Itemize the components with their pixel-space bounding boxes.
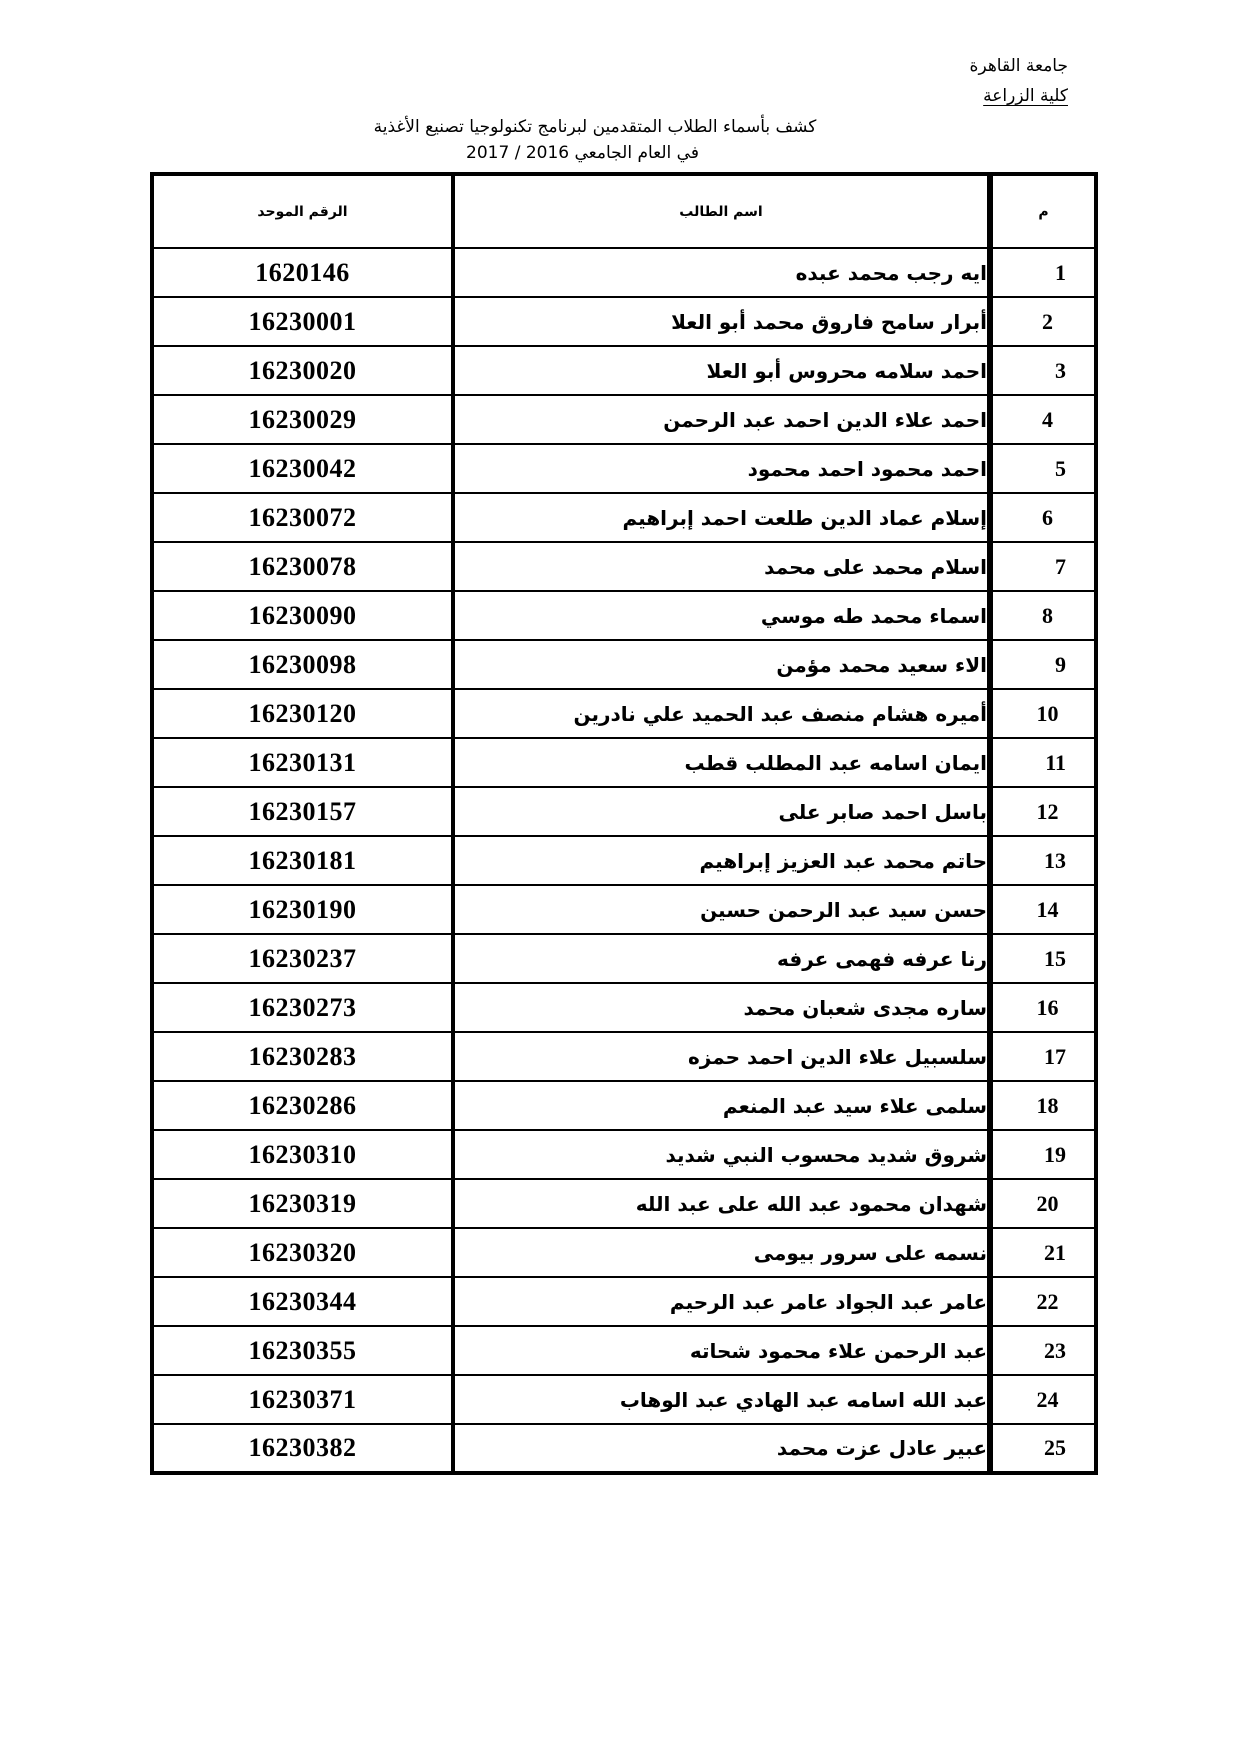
student-name: باسل احمد صابر على <box>453 787 990 836</box>
table-row <box>152 934 1096 983</box>
student-id: 16230090 <box>152 591 453 640</box>
student-name: عبد الله اسامه عبد الهادي عبد الوهاب <box>453 1375 990 1424</box>
document-title: كشف بأسماء الطلاب المتقدمين لبرنامج تكنولوجيا تصنيع الأغذية <box>373 117 817 137</box>
student-id: 16230344 <box>152 1277 453 1326</box>
student-name: احمد علاء الدين احمد عبد الرحمن <box>453 395 990 444</box>
row-number-cell <box>990 1228 1096 1277</box>
row-number-cell <box>990 787 1096 836</box>
student-name: رنا عرفه فهمى عرفه <box>453 934 990 983</box>
students-table <box>150 172 1098 1475</box>
student-id: 16230131 <box>152 738 453 787</box>
student-id: 16230237 <box>152 934 453 983</box>
row-number: 12 <box>1036 798 1059 824</box>
row-number-cell <box>990 444 1096 493</box>
column-header-name: اسم الطالب <box>453 174 990 248</box>
student-id: 16230157 <box>152 787 453 836</box>
row-number: 22 <box>1036 1288 1059 1314</box>
table-row <box>152 640 1096 689</box>
student-name: اسماء محمد طه موسي <box>453 591 990 640</box>
table-row <box>152 444 1096 493</box>
table-row <box>152 1081 1096 1130</box>
table-row <box>152 738 1096 787</box>
row-number: 9 <box>1055 651 1066 677</box>
student-name: سلمى علاء سيد عبد المنعم <box>453 1081 990 1130</box>
row-number-cell <box>990 591 1096 640</box>
student-id: 16230273 <box>152 983 453 1032</box>
row-number: 18 <box>1036 1092 1059 1118</box>
student-id: 16230320 <box>152 1228 453 1277</box>
table-row <box>152 1032 1096 1081</box>
table-row <box>152 1179 1096 1228</box>
row-number: 13 <box>1044 847 1066 873</box>
student-id: 16230001 <box>152 297 453 346</box>
row-number-cell <box>990 983 1096 1032</box>
student-name: أبرار سامح فاروق محمد أبو العلا <box>453 297 990 346</box>
row-number: 5 <box>1055 455 1066 481</box>
student-id: 16230020 <box>152 346 453 395</box>
student-name: احمد سلامه محروس أبو العلا <box>453 346 990 395</box>
row-number-cell <box>990 1179 1096 1228</box>
student-id: 16230286 <box>152 1081 453 1130</box>
student-name: عامر عبد الجواد عامر عبد الرحيم <box>453 1277 990 1326</box>
table-row <box>152 493 1096 542</box>
student-id: 16230371 <box>152 1375 453 1424</box>
faculty-name: كلية الزراعة <box>983 86 1068 106</box>
table-row <box>152 1326 1096 1375</box>
row-number: 23 <box>1044 1337 1066 1363</box>
student-name: عبير عادل عزت محمد <box>453 1424 990 1473</box>
row-number-cell <box>990 493 1096 542</box>
row-number-cell <box>990 640 1096 689</box>
student-name: أميره هشام منصف عبد الحميد علي نادرين <box>453 689 990 738</box>
column-header-number: م <box>990 174 1096 248</box>
student-name: احمد محمود احمد محمود <box>453 444 990 493</box>
student-name: حاتم محمد عبد العزيز إبراهيم <box>453 836 990 885</box>
student-id: 16230382 <box>152 1424 453 1473</box>
student-name: ايمان اسامه عبد المطلب قطب <box>453 738 990 787</box>
row-number: 1 <box>1055 259 1066 285</box>
row-number-cell <box>990 1326 1096 1375</box>
student-id: 16230310 <box>152 1130 453 1179</box>
table-row <box>152 983 1096 1032</box>
table-row <box>152 689 1096 738</box>
table-header-row <box>152 174 1096 248</box>
table-row <box>152 885 1096 934</box>
row-number-cell <box>990 836 1096 885</box>
row-number: 21 <box>1044 1239 1066 1265</box>
student-id: 16230283 <box>152 1032 453 1081</box>
table-row <box>152 1228 1096 1277</box>
university-name: جامعة القاهرة <box>969 56 1068 76</box>
row-number: 2 <box>1042 308 1053 334</box>
student-id: 16230181 <box>152 836 453 885</box>
student-name: نسمه على سرور بيومى <box>453 1228 990 1277</box>
row-number: 20 <box>1036 1190 1059 1216</box>
table-row <box>152 787 1096 836</box>
row-number-cell <box>990 1424 1096 1473</box>
table-row <box>152 248 1096 297</box>
table-row <box>152 1130 1096 1179</box>
student-name: ساره مجدى شعبان محمد <box>453 983 990 1032</box>
student-name: شهدان محمود عبد الله على عبد الله <box>453 1179 990 1228</box>
table-row <box>152 297 1096 346</box>
student-name: اسلام محمد على محمد <box>453 542 990 591</box>
student-name: حسن سيد عبد الرحمن حسين <box>453 885 990 934</box>
row-number-cell <box>990 1277 1096 1326</box>
student-id: 16230078 <box>152 542 453 591</box>
table-row <box>152 1424 1096 1473</box>
row-number-cell <box>990 738 1096 787</box>
column-header-id: الرقم الموحد <box>152 174 453 248</box>
row-number-cell <box>990 1130 1096 1179</box>
student-id: 16230098 <box>152 640 453 689</box>
student-name: عبد الرحمن علاء محمود شحاته <box>453 1326 990 1375</box>
row-number-cell <box>990 885 1096 934</box>
student-id: 1620146 <box>152 248 453 297</box>
row-number-cell <box>990 1081 1096 1130</box>
student-name: سلسبيل علاء الدين احمد حمزه <box>453 1032 990 1081</box>
table-row <box>152 346 1096 395</box>
row-number: 11 <box>1045 749 1066 775</box>
row-number: 17 <box>1044 1043 1066 1069</box>
row-number: 25 <box>1044 1435 1066 1460</box>
row-number: 19 <box>1044 1141 1066 1167</box>
student-id: 16230319 <box>152 1179 453 1228</box>
student-id: 16230042 <box>152 444 453 493</box>
student-name: إسلام عماد الدين طلعت احمد إبراهيم <box>453 493 990 542</box>
table-row <box>152 591 1096 640</box>
row-number-cell <box>990 248 1096 297</box>
row-number-cell <box>990 934 1096 983</box>
student-id: 16230029 <box>152 395 453 444</box>
student-name: ايه رجب محمد عبده <box>453 248 990 297</box>
row-number-cell <box>990 1375 1096 1424</box>
student-id: 16230072 <box>152 493 453 542</box>
row-number-cell <box>990 346 1096 395</box>
row-number: 4 <box>1042 406 1053 432</box>
row-number-cell <box>990 1032 1096 1081</box>
table-row <box>152 836 1096 885</box>
student-id: 16230120 <box>152 689 453 738</box>
student-name: شروق شديد محسوب النبي شديد <box>453 1130 990 1179</box>
row-number: 14 <box>1036 896 1059 922</box>
table-row <box>152 542 1096 591</box>
table-row <box>152 395 1096 444</box>
student-id: 16230355 <box>152 1326 453 1375</box>
student-name: الاء سعيد محمد مؤمن <box>453 640 990 689</box>
row-number: 3 <box>1055 357 1066 383</box>
row-number-cell <box>990 542 1096 591</box>
table-row <box>152 1375 1096 1424</box>
row-number-cell <box>990 297 1096 346</box>
row-number: 24 <box>1036 1386 1059 1412</box>
row-number: 6 <box>1042 504 1053 530</box>
table-row <box>152 1277 1096 1326</box>
row-number: 8 <box>1042 602 1053 628</box>
row-number-cell <box>990 395 1096 444</box>
row-number: 16 <box>1036 994 1059 1020</box>
academic-year: في العام الجامعي 2016 / 2017 <box>466 143 699 163</box>
row-number: 10 <box>1036 700 1059 726</box>
student-id: 16230190 <box>152 885 453 934</box>
row-number: 7 <box>1055 553 1066 579</box>
row-number: 15 <box>1044 945 1066 971</box>
row-number-cell <box>990 689 1096 738</box>
